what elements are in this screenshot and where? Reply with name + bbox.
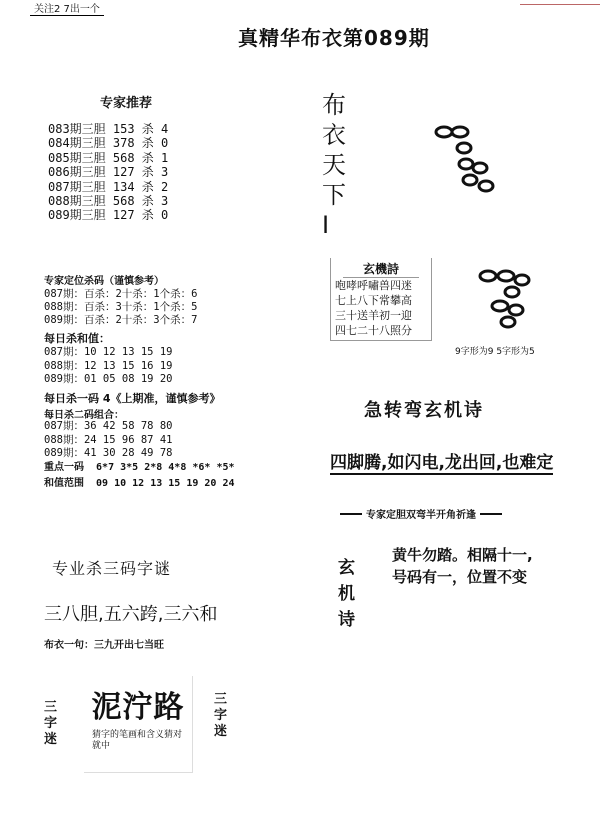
buyi-tianxia: 布衣天下I [322,91,346,239]
riddle-heading: 专业杀三码字谜 [52,559,172,578]
xuanji-poem-line: 三十送羊初一迎 [335,309,412,322]
daily-one-sub: 每日杀二码组合： [44,410,124,421]
daily-sum-row: 087期：10 12 13 15 19 [44,346,173,358]
expert-row: 084期三胆 378 杀 0 [48,136,169,151]
expert-row: 083期三胆 153 杀 4 [48,122,169,136]
huangniu-block [392,544,533,588]
position-row: 089期：百杀：2十杀：3个杀：7 [44,314,198,326]
riddle-left-vert: 三字迷 [44,700,58,747]
huangniu-line: 黄牛勿踏。相隔十一, [392,546,533,564]
expert-heading: 专家推荐 [100,96,153,111]
daily-one-heading: 每日杀一码 4《上期准，谨慎参考》 [44,392,221,405]
xuanji-vertical: 玄机诗 [338,558,355,630]
urgent-heading: 急转弯玄机诗 [364,400,484,421]
expert-row: 088期三胆 568 杀 3 [48,194,169,209]
expert-list [48,122,168,223]
daily-sum-row: 089期：01 05 08 19 20 [44,373,173,385]
riddle-right-vert: 三字迷 [214,692,228,739]
page-title: 真精华布衣第089期 [238,26,430,50]
position-list [44,288,197,327]
top-right-rule [520,0,600,5]
daily-one-row: 089期：41 30 28 49 78 [44,447,173,459]
expert-row: 086期三胆 127 杀 3 [48,165,169,180]
riddle-center-box [84,676,193,773]
expert-row: 089期三胆 127 杀 0 [48,208,169,223]
xuanji-poem-box [330,258,432,341]
dash-left [340,513,362,515]
xuanji-poem-line: 七上八下常攀高 [335,294,412,307]
riddle-center-word: 泥泞路 [91,690,185,725]
sum-line: 和值范围 09 10 12 13 15 19 20 24 [44,478,235,489]
dash-heading-row [340,506,548,521]
key-line: 重点一码 6*7 3*5 2*8 4*8 *6* *5* [44,462,235,473]
riddle-sub: 布衣一句：三九开出七当旺 [44,640,164,651]
circle-figure-2-icon [472,262,542,332]
position-row: 087期：百杀：2十杀：1个杀：6 [44,288,198,300]
dash-heading: 专家定胆双弯半开角祈逢 [366,510,476,521]
urgent-line: 四脚腾,如闪电,龙出回,也难定 [330,448,553,475]
daily-one-row: 087期：36 42 58 78 80 [44,420,173,432]
daily-one-list [44,420,172,461]
top-left-note: 关注2 7出一个 [30,0,104,16]
xuanji-poem-line: 四七二十八照分 [335,324,412,337]
dash-right [480,513,502,515]
riddle-main: 三八胆,五六跨,三六和 [44,604,218,625]
circle-figure-icon [430,120,510,200]
daily-one-row: 088期：24 15 96 87 41 [44,433,173,446]
riddle-note: 猜字的笔画和含义猜对就中 [92,730,183,751]
daily-sum-row: 088期：12 13 15 16 19 [44,359,173,372]
xuanji-poem-lines [331,278,431,338]
shape-caption: 9字形为9 5字形为5 [455,347,535,357]
huangniu-line: 号码有一，位置不变 [392,568,528,586]
daily-sum-list [44,346,172,387]
expert-row: 087期三胆 134 杀 2 [48,179,169,194]
xuanji-poem-line: 咆哮呼嘯兽四迷 [335,279,412,292]
position-row: 088期：百杀：3十杀：1个杀：5 [44,301,198,313]
expert-row: 085期三胆 568 杀 1 [48,150,169,165]
position-heading: 专家定位杀码（谨慎参考） [44,276,164,287]
xuanji-poem-title: 玄機詩 [343,258,419,278]
daily-sum-heading: 每日杀和值： [44,332,110,345]
